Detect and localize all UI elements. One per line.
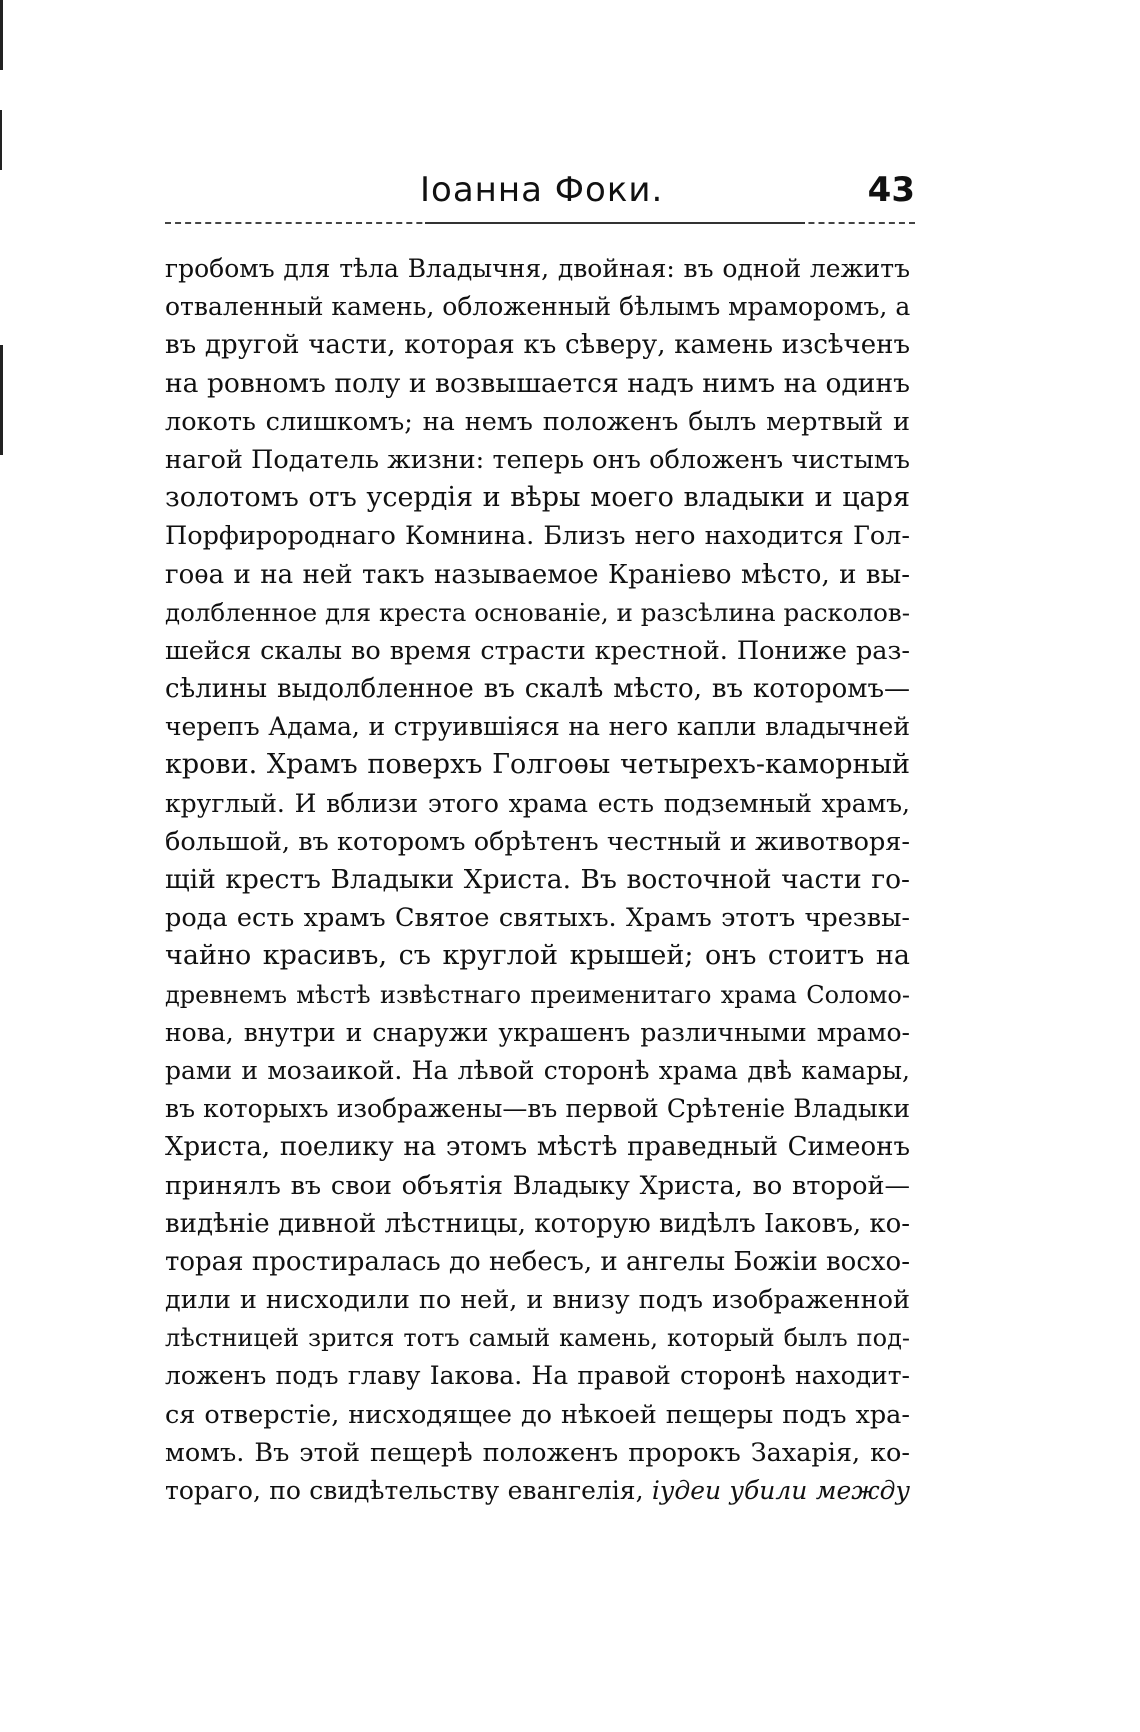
text-line: момъ. Въ этой пещерѣ положенъ пророкъ Захарія, ко- bbox=[165, 1437, 910, 1468]
text-line: шейся скалы во время страсти крестной. Пониже раз- bbox=[165, 635, 910, 666]
text-line: круглый. И вблизи этого храма есть подземный храмъ, bbox=[165, 788, 910, 818]
text-line: гробомъ для тѣла Владычня, двойная: въ одной лежитъ bbox=[165, 254, 910, 283]
body-text bbox=[165, 250, 910, 1510]
text-line: сѣлины выдолбленное въ скалѣ мѣсто, въ которомъ— bbox=[165, 674, 910, 705]
text-line: щій крестъ Владыки Христа. Въ восточной части го- bbox=[165, 864, 910, 895]
text-line: на ровномъ полу и возвышается надъ нимъ на одинъ bbox=[165, 367, 910, 399]
text-line: золотомъ отъ усердія и вѣры моего владыки и царя bbox=[165, 482, 910, 514]
text-line: черепъ Адама, и струившіяся на него капли владычней bbox=[165, 712, 910, 742]
scan-edge-mark bbox=[0, 110, 2, 170]
text-line: Порфиророднаго Комнина. Близъ него находится Гол- bbox=[165, 521, 910, 552]
text-line: видѣніе дивной лѣстницы, которую видѣлъ Іаковъ, ко- bbox=[165, 1208, 910, 1239]
text-line: ложенъ подъ главу Іакова. На правой сторонѣ находит- bbox=[165, 1361, 910, 1391]
text-line: ся отверстіе, нисходящее до нѣкоей пещеры подъ хра- bbox=[165, 1399, 910, 1430]
scan-edge-mark bbox=[0, 0, 3, 70]
last-line-italic: іудеи убили между bbox=[651, 1476, 910, 1505]
text-line: въ которыхъ изображены—въ первой Срѣтеніе Владыки bbox=[165, 1094, 910, 1124]
text-line: въ другой части, которая къ сѣверу, камень изсѣченъ bbox=[165, 330, 910, 361]
page-number: 43 bbox=[867, 170, 915, 210]
text-line: локоть слишкомъ; на немъ положенъ былъ мертвый и bbox=[165, 406, 910, 437]
text-line: рами и мозаикой. На лѣвой сторонѣ храма двѣ камары, bbox=[165, 1055, 910, 1085]
running-title: Іоанна Фоки. bbox=[420, 170, 664, 210]
text-line-last bbox=[165, 1472, 910, 1510]
text-line: Христа, поелику на этомъ мѣстѣ праведный Симеонъ bbox=[165, 1132, 910, 1163]
text-line: рода есть храмъ Святое святыхъ. Храмъ этотъ чрезвы- bbox=[165, 903, 910, 934]
page-header bbox=[165, 170, 915, 220]
text-line: долбленное для креста основаніе, и разсѣлина расколов- bbox=[165, 597, 910, 627]
scan-edge-mark bbox=[0, 345, 3, 455]
text-line: торая простиралась до небесъ, и ангелы Божіи восхо- bbox=[165, 1246, 910, 1277]
text-line: большой, въ которомъ обрѣтенъ честный и животворя- bbox=[165, 826, 910, 857]
text-line: принялъ въ свои объятія Владыку Христа, во второй— bbox=[165, 1170, 910, 1201]
text-line: дили и нисходили по ней, и внизу подъ изображенной bbox=[165, 1285, 910, 1316]
text-line: лѣстницей зрится тотъ самый камень, который былъ под- bbox=[165, 1324, 910, 1353]
text-line: нова, внутри и снаружи украшенъ различными мрамо- bbox=[165, 1017, 910, 1047]
last-line-plain: тораго, по свидѣтельству евангелія, bbox=[165, 1476, 644, 1505]
text-line: гоѳа и на ней такъ называемое Краніево мѣсто, и вы- bbox=[165, 559, 910, 590]
text-line: чайно красивъ, съ круглой крышей; онъ стоитъ на bbox=[165, 940, 910, 972]
text-line: отваленный камень, обложенный бѣлымъ мраморомъ, а bbox=[165, 292, 910, 322]
header-rule-center bbox=[425, 222, 805, 224]
text-line: крови. Храмъ поверхъ Голгоѳы четырехъ-каморный bbox=[165, 749, 910, 781]
text-line: нагой Податель жизни: теперь онъ обложенъ чистымъ bbox=[165, 444, 910, 475]
text-line: древнемъ мѣстѣ извѣстнаго преименитаго храма Соломо- bbox=[165, 980, 910, 1009]
